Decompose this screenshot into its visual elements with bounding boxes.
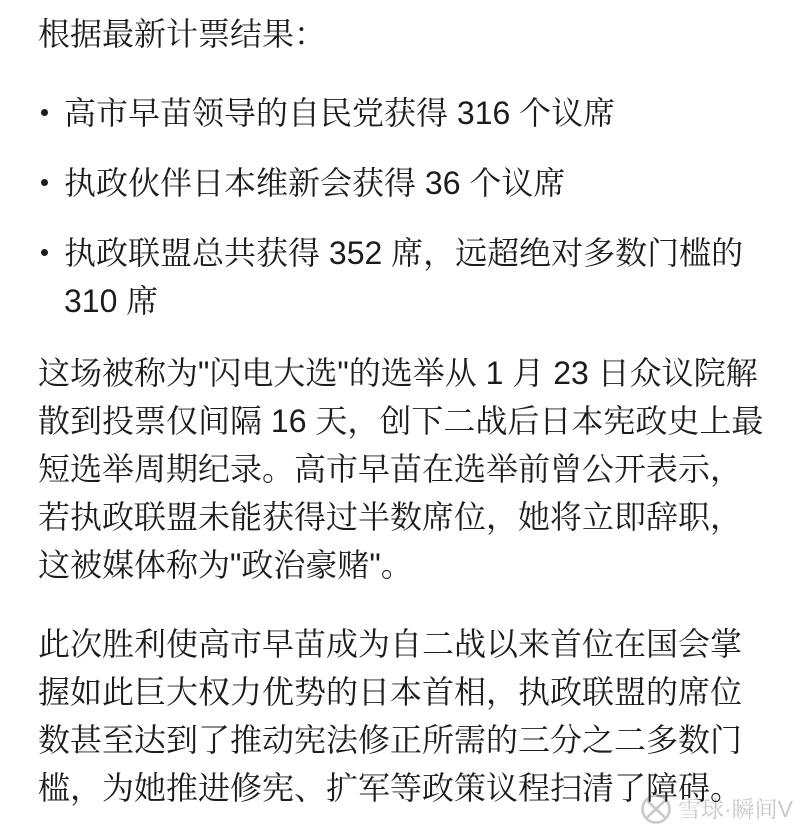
list-item-ishin-seats: [38, 159, 766, 207]
list-item-text: 执政联盟总共获得 352 席，远超绝对多数门槛的 310 席: [64, 235, 744, 319]
list-item-coalition-seats: [38, 229, 766, 325]
watermark-text: 雪球·瞬间V: [678, 796, 793, 822]
bullet-dot-icon: [41, 249, 48, 256]
bullet-dot-icon: [41, 109, 48, 116]
paragraph-snap-election: 这场被称为"闪电大选"的选举从 1 月 23 日众议院解散到投票仅间隔 16 天，创下二战后日本宪政史上最短选举周期纪录。高市早苗在选举前曾公开表示，若执政联盟未能获得过半数席位，她将立即辞职，这被媒体称为"政治豪赌"。: [38, 355, 764, 583]
paragraph-victory-significance: 此次胜利使高市早苗成为自二战以来首位在国会掌握如此巨大权力优势的日本首相，执政联盟的席位数甚至达到了推动宪法修正所需的三分之二多数门槛，为她推进修宪、扩军等政策议程扫清了障碍。: [38, 626, 743, 806]
list-item-ldp-seats: [38, 89, 766, 137]
results-list: [38, 89, 766, 325]
intro-line: 根据最新计票结果：: [38, 16, 327, 52]
list-item-text: 高市早苗领导的自民党获得 316 个议席: [64, 95, 616, 131]
bullet-dot-icon: [41, 179, 48, 186]
list-item-text: 执政伙伴日本维新会获得 36 个议席: [64, 165, 566, 201]
